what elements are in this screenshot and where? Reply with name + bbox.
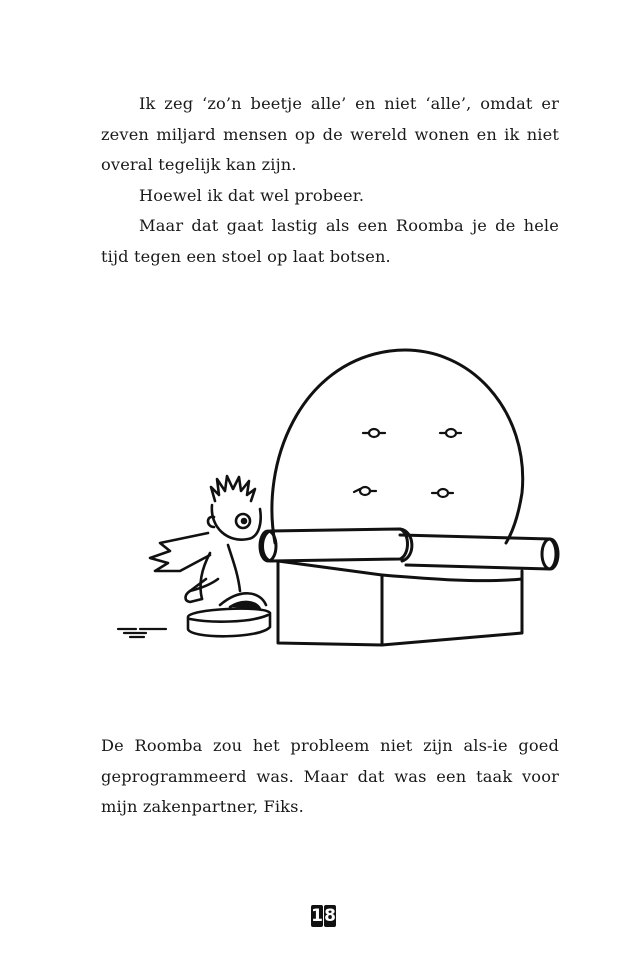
page-number-digit-2: 8 bbox=[324, 906, 336, 926]
boy-figure bbox=[150, 476, 270, 636]
armchair-left-arm bbox=[263, 529, 408, 561]
top-text-block bbox=[101, 89, 559, 272]
paragraph-2: Hoewel ik dat wel probeer. bbox=[139, 185, 365, 205]
page-number bbox=[311, 905, 336, 927]
paragraph-1: Ik zeg ‘zo’n beetje alle’ en niet ‘alle’, omdat er zeven miljard mensen op de wereld wonen en ik niet overal tegelijk kan zijn. bbox=[101, 94, 559, 174]
page-number-digit-1: 1 bbox=[311, 906, 323, 926]
armchair-roomba-illustration bbox=[110, 343, 570, 663]
paragraph-4: De Roomba zou het probleem niet zijn als-ie goed geprogrammeerd was. Maar dat was een taak voor mijn zakenpartner, Fiks. bbox=[101, 736, 559, 816]
armchair-tufts bbox=[354, 429, 461, 497]
motion-lines bbox=[118, 629, 166, 637]
bottom-text-block bbox=[101, 731, 559, 823]
armchair-back bbox=[272, 350, 523, 543]
armchair-right-arm bbox=[400, 535, 556, 569]
armchair-base bbox=[278, 561, 522, 645]
paragraph-3: Maar dat gaat lastig als een Roomba je de hele tijd tegen een stoel op laat botsen. bbox=[101, 216, 559, 266]
